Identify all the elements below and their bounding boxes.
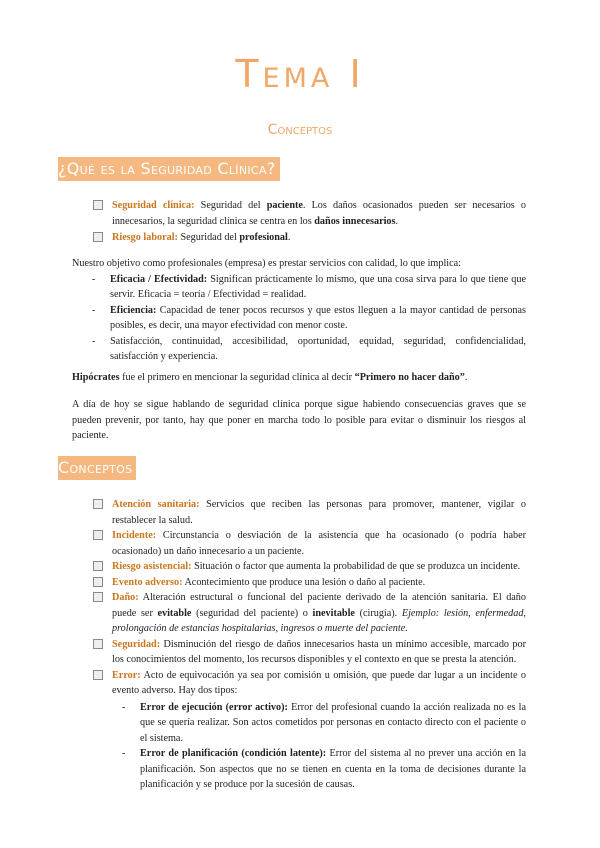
term: Evento adverso: xyxy=(112,576,183,588)
section-heading-conceptos: Conceptos xyxy=(58,456,136,480)
checkbox[interactable] xyxy=(93,232,103,242)
checkbox[interactable] xyxy=(93,200,103,210)
list-item xyxy=(92,198,526,229)
text: Error del sistema al no prever una acción en la planificación. Son aspectos que no se tienen en cuenta en la toma de decisiones durante la planificación y se produce por la sucesión de causas. xyxy=(140,748,526,790)
intro-paragraph xyxy=(72,256,526,365)
text: (cirugía). xyxy=(354,607,402,619)
text: Circunstancia o desviación de la asistencia que ha ocasionado (o podría haber ocasionado) un daño innecesario a un paciente. xyxy=(112,530,526,557)
text: Alteración estructural o funcional del paciente derivado de la atención sanitaria. El daño puede ser xyxy=(112,592,526,619)
term: Atención sanitaria: xyxy=(112,499,200,510)
text: Servicios que reciben las personas para promover, mantener, vigilar o restablecer la salud. xyxy=(112,499,527,526)
term: Error de planificación (condición latente): xyxy=(140,748,327,759)
checkbox[interactable] xyxy=(93,639,103,649)
term: Eficacia / Efectividad: xyxy=(110,273,208,285)
text: Disminución del riesgo de daños innecesarios hasta un mínimo accesible, marcado por los conocimientos del momento, los recursos disponibles y el contexto en que se presta la atención. xyxy=(112,638,526,665)
list-item xyxy=(90,303,526,334)
text: fue el primero en mencionar la seguridad clínica al decir xyxy=(119,372,355,383)
term: Riesgo laboral: xyxy=(112,232,178,243)
term: Eficiencia: xyxy=(110,304,157,316)
text: Acto de equivocación ya sea por comisión u omisión, que puede dar lugar a un incidente o evento adverso. Hay dos tipos: xyxy=(112,669,526,696)
text: Seguridad del xyxy=(177,232,240,243)
term: Incidente: xyxy=(112,530,157,541)
bold-text: daños innecesarios xyxy=(314,215,396,227)
italic-text: Ejemplo: lesión, enfermedad, prolongación de estancias hospitalarias, ingresos o muerte del paciente. xyxy=(112,607,526,634)
list-item xyxy=(92,497,526,528)
text: . xyxy=(287,232,291,243)
text: . xyxy=(395,215,399,227)
term: Error: xyxy=(112,669,141,681)
page-subtitle: Conceptos xyxy=(267,122,333,138)
term: Seguridad clínica: xyxy=(112,200,195,211)
text: . xyxy=(464,372,468,383)
list-item xyxy=(92,590,526,637)
section-heading-seguridad-clinica: ¿Qué es la Seguridad Clínica? xyxy=(58,157,280,181)
text: Satisfacción, continuidad, accesibilidad, oportunidad, equidad, seguridad, confidencialidad, satisfacción y experiencia. xyxy=(110,335,526,362)
term: Riesgo asistencial: xyxy=(112,561,192,572)
text: Error del profesional cuando la acción realizada no es la que se quería realizar. Son actos cometidos por personas en contacto directo con el paciente o el sistema. xyxy=(140,701,526,744)
list-item xyxy=(92,637,526,668)
error-tipos-list xyxy=(120,700,526,793)
term: Error de ejecución (error activo): xyxy=(140,701,288,713)
checkbox[interactable] xyxy=(93,592,103,602)
bold-text: “Primero no hacer daño” xyxy=(354,372,465,383)
bold-text: profesional xyxy=(239,232,288,243)
checkbox[interactable] xyxy=(93,530,103,540)
hipocrates-paragraph xyxy=(72,370,526,386)
list-item xyxy=(92,559,526,575)
seguridad-list xyxy=(92,198,526,246)
text: Significan prácticamente lo mismo, que una cosa sirva para lo que tiene que servir. Eficacia = teoría / Efectividad = realidad. xyxy=(110,273,527,300)
list-item xyxy=(92,668,526,793)
text: Seguridad del xyxy=(194,200,267,211)
contexto-paragraph: A día de hoy se sigue hablando de seguridad clínica porque sigue habiendo consecuencias graves que se pueden prevenir, por tanto, hay que poner en marcha todo lo posible para evitar o disminuir los riesgos al paciente. xyxy=(72,399,526,441)
text: Capacidad de tener pocos recursos y que estos lleguen a la mayor cantidad de personas posibles, es decir, una mayor efectividad con menor coste. xyxy=(110,304,526,331)
bold-text: evitable xyxy=(157,607,192,619)
bold-text: paciente xyxy=(266,200,303,211)
bold-text: Hipócrates xyxy=(72,372,120,383)
checkbox[interactable] xyxy=(93,561,103,571)
list-item xyxy=(92,528,526,559)
term: Daño: xyxy=(112,592,139,603)
text: (seguridad del paciente) o xyxy=(191,607,313,619)
checkbox[interactable] xyxy=(93,670,103,680)
text: Acontecimiento que produce una lesión o daño al paciente. xyxy=(182,576,426,588)
intro-text: Nuestro objetivo como profesionales (empresa) es prestar servicios con calidad, lo que implica: xyxy=(72,258,461,269)
list-item xyxy=(90,272,526,303)
page-title: Tema I xyxy=(235,52,365,96)
list-item xyxy=(120,700,526,747)
list-item xyxy=(92,575,526,591)
checkbox[interactable] xyxy=(93,499,103,509)
text: . Los daños ocasionados pueden ser necesarios o innecesarios, la seguridad clínica se centra en los xyxy=(112,200,526,227)
implica-list xyxy=(90,272,526,365)
list-item xyxy=(90,334,526,365)
text: Situación o factor que aumenta la probabilidad de que se produzca un incidente. xyxy=(191,561,521,572)
checkbox[interactable] xyxy=(93,577,103,587)
list-item xyxy=(92,230,526,246)
list-item xyxy=(120,746,526,793)
bold-text: inevitable xyxy=(312,607,355,619)
term: Seguridad: xyxy=(112,638,161,650)
conceptos-list xyxy=(92,497,526,793)
